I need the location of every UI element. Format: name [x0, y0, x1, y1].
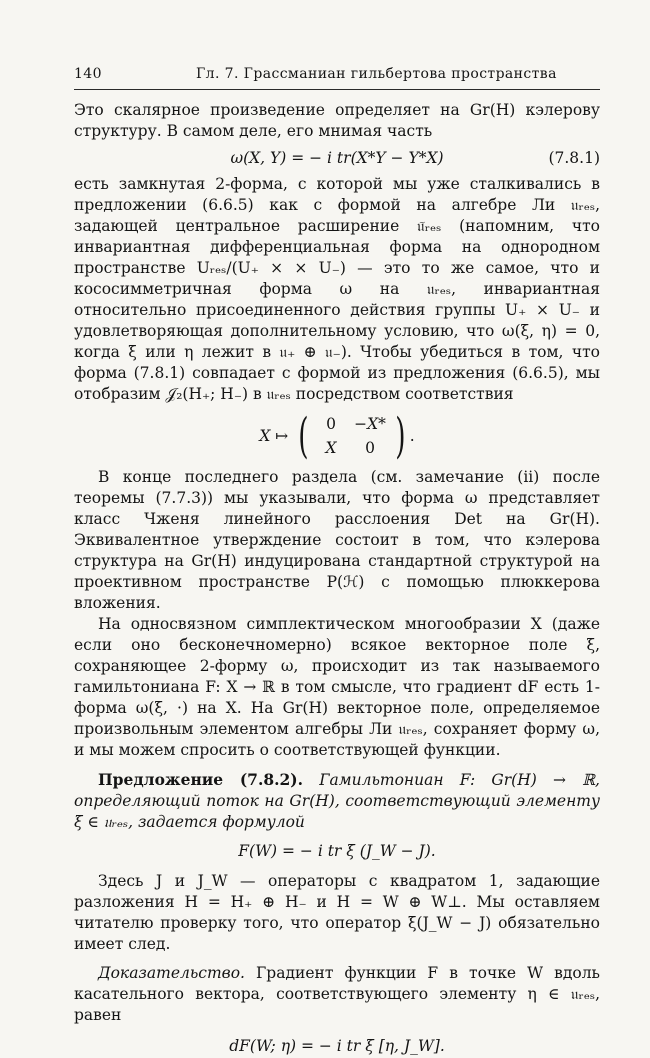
- matrix-equation: [74, 405, 600, 467]
- proposition-label: Предложение (7.8.2).: [98, 770, 304, 789]
- paragraph-4: На односвязном симплектическом многообразии X (даже если оно бесконечномерно) всякое векторное поле ξ, сохраняющее 2-форму ω, происходит из так называемого гамильтониана F: X → ℝ в том смысле, что градиент dF есть 1-форма ω(ξ, ·) на X. На Gr(H) векторное поле, определяемое произвольным элементом алгебры Ли 𝔲ᵣₑₛ, сохраняет форму ω, и мы можем спросить о соответствующей функции.: [74, 615, 600, 759]
- matrix-equation-lhs: X ↦: [259, 427, 289, 445]
- equation-7-8-1-body: ω(X, Y) = − i tr(X*Y − Y*X): [230, 149, 444, 167]
- proof-text: Градиент функции F в точке W вдоль касательного вектора, соответствующего элементу η ∈ 𝔲ᵣₑₛ, равен: [74, 964, 600, 1024]
- right-paren: ): [395, 408, 406, 464]
- gradient-equation-body: dF(W; η) = − i tr ξ [η, J_W].: [229, 1037, 445, 1055]
- matrix-entry-21: X: [325, 439, 337, 457]
- proof-paragraph: [74, 963, 600, 1026]
- hamiltonian-equation-body: F(W) = − i tr ξ (J_W − J).: [238, 842, 436, 860]
- proof-label: Доказательство.: [98, 964, 245, 982]
- matrix-entry-12: −X*: [354, 415, 386, 433]
- paragraph-2: есть замкнутая 2-форма, с которой мы уже сталкивались в предложении (6.6.5) как с формой на алгебре Ли 𝔲ᵣₑₛ, задающей центральное расширение 𝔲̃ᵣₑₛ (напомним, что инвариантная дифференциальная форма на однородном пространстве Uᵣₑₛ/(U₊ × × U₋) — это то же самое, что и кососимметричная форма ω на 𝔲ᵣₑₛ, инвариантная относительно присоединенного действия группы U₊ × U₋ и удовлетворяющая дополнительному условию, что ω(ξ, η) = 0, когда ξ или η лежит в 𝔲₊ ⊕ 𝔲₋). Чтобы убедиться в том, что форма (7.8.1) совпадает с формой из предложения (6.6.5), мы отобразим 𝒥₂(H₊; H₋) в 𝔲ᵣₑₛ посредством соответствия: [74, 175, 600, 403]
- header-rule: [74, 89, 600, 90]
- proposition-7-8-2: [74, 769, 600, 833]
- left-paren: (: [298, 408, 309, 464]
- equation-7-8-1: [74, 146, 600, 170]
- paragraph-1: Это скалярное произведение определяет на Gr(H) кэлерову структуру. В самом деле, его мнимая часть: [74, 101, 600, 140]
- running-head: Гл. 7. Грассманиан гильбертова пространства: [196, 66, 557, 82]
- matrix-grid: [313, 412, 391, 460]
- matrix-entry-22: 0: [365, 439, 375, 457]
- gradient-equation: [74, 1034, 600, 1058]
- page-number: 140: [74, 66, 102, 82]
- paragraph-5: Здесь J и J_W — операторы с квадратом 1, задающие разложения H = H₊ ⊕ H₋ и H = W ⊕ W⊥. Мы оставляем читателю проверку того, что оператор ξ(J_W − J) обязательно имеет след.: [74, 872, 600, 953]
- proposition-text: Гамильтониан F: Gr(H) → ℝ, определяющий поток на Gr(H), соответствующий элементу ξ ∈ 𝔲ᵣₑₛ, задается формулой: [74, 771, 600, 831]
- paragraph-3: В конце последнего раздела (см. замечание (ii) после теоремы (7.7.3)) мы указывали, что форма ω представляет класс Чженя линейного расслоения Det на Gr(H). Эквивалентное утверждение состоит в том, что кэлерова структура на Gr(H) индуцирована стандартной структурой на проективном пространстве P(ℋ) с помощью плюккерова вложения.: [74, 468, 600, 612]
- equation-7-8-1-number: (7.8.1): [548, 149, 600, 167]
- block-matrix: [294, 408, 415, 464]
- matrix-entry-11: 0: [326, 415, 336, 433]
- matrix-equation-end: .: [409, 427, 415, 445]
- hamiltonian-equation: [74, 839, 600, 863]
- book-page: [74, 66, 600, 1058]
- page-header: [74, 66, 600, 88]
